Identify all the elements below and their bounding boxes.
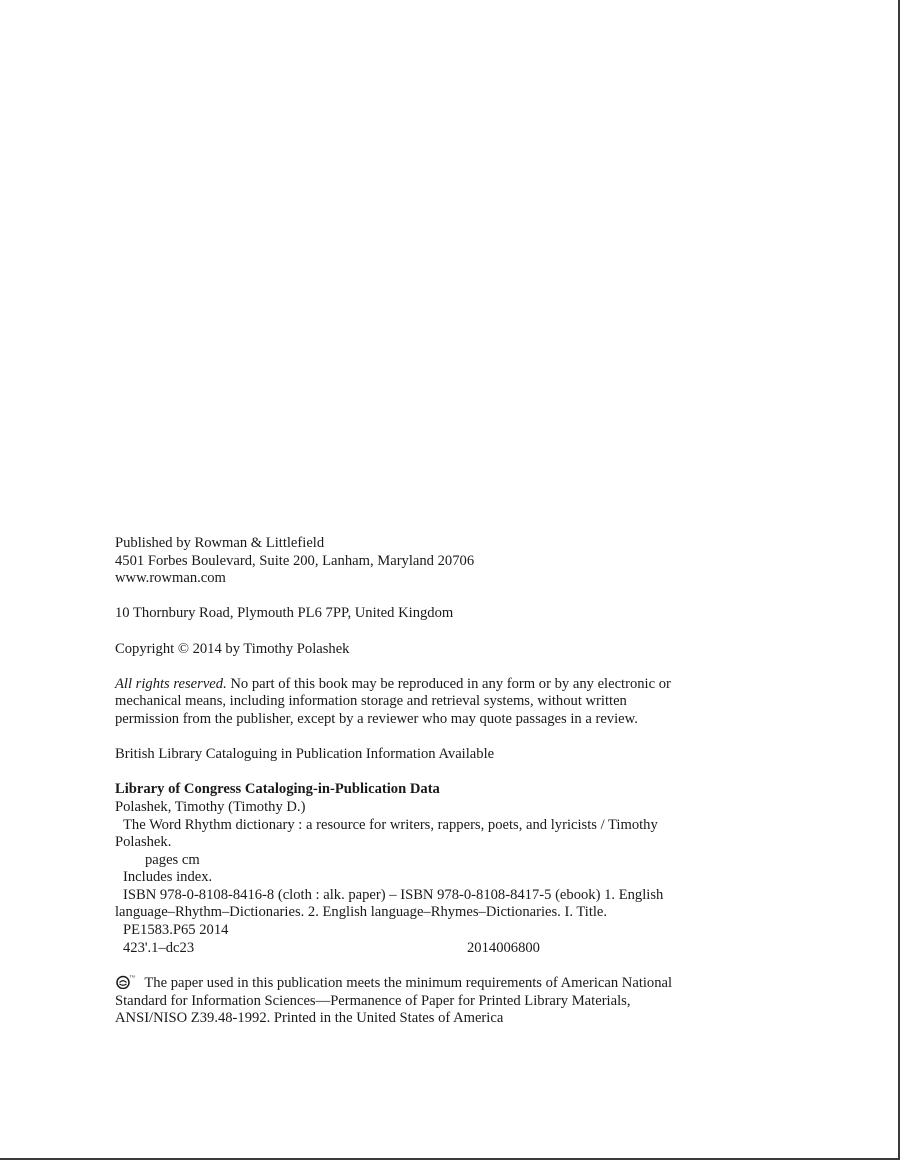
loc-author: Polashek, Timothy (Timothy D.) xyxy=(115,798,306,815)
publisher-website: www.rowman.com xyxy=(115,570,226,587)
paper-tm: ™ xyxy=(129,975,135,982)
loc-isbn: ISBN 978-0-8108-8416-8 (cloth : alk. paper) – ISBN 978-0-8108-8417-5 (ebook) 1. English xyxy=(123,886,664,903)
publisher-line: Published by Rowman & Littlefield xyxy=(115,535,325,551)
loc-cip-data xyxy=(115,781,785,957)
paper-notice: ™ The paper used in this publication meets the minimum requirements of American National Standard for Information Sciences—Permanence of Paper for Printed Library Materials, ANSI/NISO Z39.48-1992. Printed in the United States of America xyxy=(115,975,673,1027)
loc-pages: pages cm xyxy=(145,851,200,868)
loc-lccn: 2014006800 xyxy=(467,939,540,956)
rights-notice: All rights reserved. No part of this book may be reproduced in any form or by any electronic or mechanical means, including information storage and retrieval systems, without written permission from the publisher, except by a reviewer who may quote passages in a review. xyxy=(115,675,671,727)
loc-dewey: 423'.1–dc23 xyxy=(123,939,195,956)
copyright-block xyxy=(115,535,785,1028)
loc-title: The Word Rhythm dictionary : a resource for writers, rappers, poets, and lyricists / Timothy xyxy=(123,816,658,833)
loc-class-number: PE1583.P65 2014 xyxy=(123,922,229,939)
loc-heading: Library of Congress Cataloging-in-Publication Data xyxy=(115,781,440,798)
loc-isbn-cont: language–Rhythm–Dictionaries. 2. English language–Rhymes–Dictionaries. I. Title. xyxy=(115,904,608,921)
loc-includes: Includes index. xyxy=(123,869,213,886)
loc-title-cont: Polashek. xyxy=(115,834,172,851)
uk-address: 10 Thornbury Road, Plymouth PL6 7PP, United Kingdom xyxy=(115,605,454,622)
publisher-info xyxy=(115,535,785,588)
paper-standard-icon xyxy=(115,974,137,989)
rights-reserved: All rights reserved. xyxy=(115,675,227,692)
copyright-notice: Copyright © 2014 by Timothy Polashek xyxy=(115,640,350,657)
publisher-address: 4501 Forbes Boulevard, Suite 200, Lanham, Maryland 20706 xyxy=(115,552,475,569)
british-library-notice: British Library Cataloguing in Publication Information Available xyxy=(115,746,495,763)
loc-dewey-row xyxy=(115,940,785,958)
